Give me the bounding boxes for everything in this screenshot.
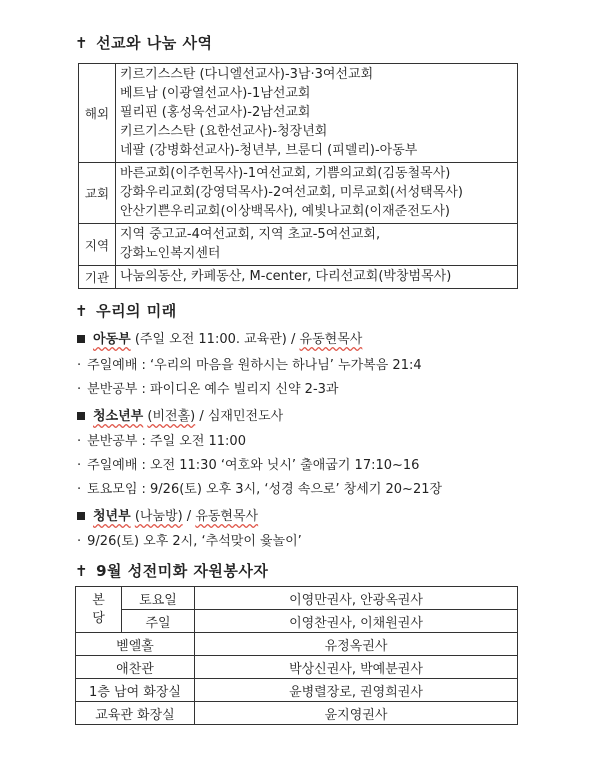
cross-icon: ✝ [75, 34, 89, 52]
names-cell: 박상신권사, 박예분권사 [195, 656, 518, 679]
cross-icon: ✝ [75, 562, 89, 580]
missions-section-title: ✝ 선교와 나눔 사역 [75, 34, 213, 52]
category-cell: 지역 [79, 224, 116, 266]
list-item: · 주일예배 : 오전 11:30 ‘여호와 닛시’ 출애굽기 17:10~16 [77, 458, 420, 473]
content-cell [116, 64, 518, 163]
list-item: 안산기쁜우리교회(이상백목사), 예빛나교회(이재준전도사) [120, 204, 450, 219]
volunteers-section-title: ✝ 9월 성전미화 자원봉사자 [75, 562, 269, 580]
names-cell: 이영찬권사, 이채원권사 [195, 610, 518, 633]
list-item: · 9/26(토) 오후 2시, ‘추석맞이 윷놀이’ [77, 534, 302, 549]
table-row [76, 633, 518, 656]
young-adults-dept-heading: 청년부 (나눔방) / 유동현목사 [77, 505, 258, 524]
place-cell: 교육관 화장실 [76, 702, 195, 725]
content-cell [116, 224, 518, 266]
place-cell: 벧엘홀 [76, 633, 195, 656]
table-row [79, 64, 518, 163]
list-item: 필리핀 (홍성욱선교사)-2남선교회 [120, 105, 311, 120]
square-bullet-icon [77, 335, 85, 343]
table-row [79, 163, 518, 224]
list-item: · 주일예배 : ‘우리의 마음을 원하시는 하나님’ 누가복음 21:4 [77, 358, 422, 373]
place-cell: 주일 [122, 610, 195, 633]
list-item: 지역 중고교-4여선교회, 지역 초교-5여선교회, [120, 227, 381, 242]
table-row [76, 587, 518, 610]
square-bullet-icon [77, 412, 85, 420]
names-cell: 윤지영권사 [195, 702, 518, 725]
volunteers-table [75, 586, 518, 725]
list-item: 나눔의동산, 카페동산, M-center, 다리선교회(박창범목사) [120, 269, 452, 284]
list-item: 강화노인복지센터 [120, 246, 221, 261]
table-row [76, 702, 518, 725]
cross-icon: ✝ [75, 302, 89, 320]
list-item: 네팔 (강병화선교사)-청년부, 브룬디 (피델리)-아동부 [120, 143, 418, 158]
main-hall-cell: 본 당 [76, 587, 122, 633]
future-section-title: ✝ 우리의 미래 [75, 302, 177, 320]
names-cell: 윤병렬장로, 권영희권사 [195, 679, 518, 702]
youth-dept-heading: 청소년부 (비전홀) / 심재민전도사 [77, 405, 283, 424]
category-cell: 해외 [79, 64, 116, 163]
names-cell: 이영만권사, 안광옥권사 [195, 587, 518, 610]
place-cell: 토요일 [122, 587, 195, 610]
content-cell [116, 163, 518, 224]
table-row [76, 656, 518, 679]
children-dept-heading: 아동부 (주일 오전 11:00. 교육관) / 유동현목사 [77, 328, 362, 347]
list-item: 키르기스스탄 (요한선교사)-청장년회 [120, 124, 328, 139]
list-item: 키르기스스탄 (다니엘선교사)-3남·3여선교회 [120, 67, 374, 82]
list-item: · 토요모임 : 9/26(토) 오후 3시, ‘성경 속으로’ 창세기 20~21장 [77, 482, 443, 497]
square-bullet-icon [77, 512, 85, 520]
place-cell: 1층 남여 화장실 [76, 679, 195, 702]
list-item: 베트남 (이광열선교사)-1남선교회 [120, 86, 311, 101]
category-cell: 기관 [79, 266, 116, 289]
names-cell: 유정옥권사 [195, 633, 518, 656]
list-item: · 분반공부 : 주일 오전 11:00 [77, 434, 246, 449]
place-cell: 애찬관 [76, 656, 195, 679]
list-item: · 분반공부 : 파이디온 예수 빌리지 신약 2-3과 [77, 382, 339, 397]
table-row [79, 266, 518, 289]
content-cell [116, 266, 518, 289]
table-row [76, 610, 518, 633]
missions-table [78, 63, 518, 289]
table-row [79, 224, 518, 266]
category-cell: 교회 [79, 163, 116, 224]
list-item: 강화우리교회(강영덕목사)-2여선교회, 미루교회(서성택목사) [120, 185, 463, 200]
table-row [76, 679, 518, 702]
list-item: 바른교회(이주헌목사)-1여선교회, 기쁨의교회(김동철목사) [120, 166, 451, 181]
